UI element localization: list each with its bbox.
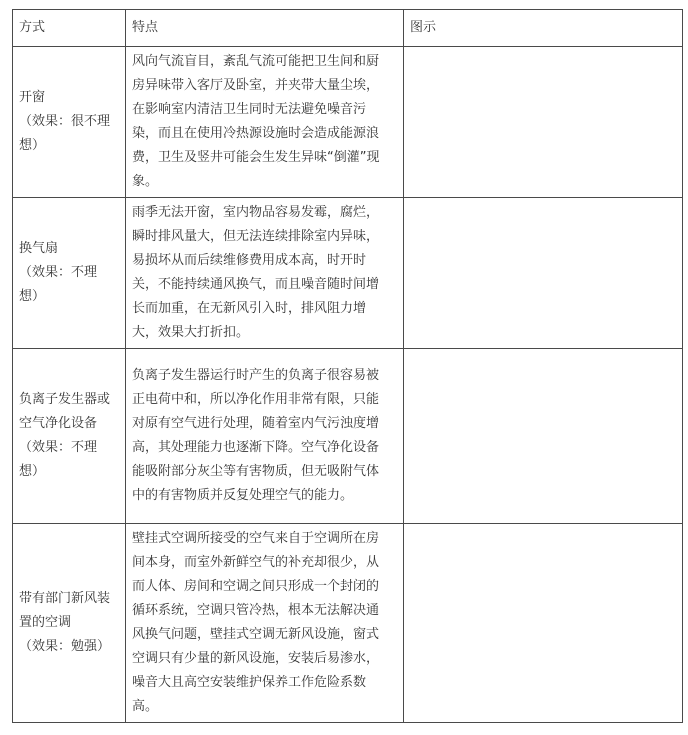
features-cell: 壁挂式空调所接受的空气来自于空调所在房间本身，而室外新鲜空气的补充却很少，从而人体、房间和空调之间只形成一个封闭的循环系统，空调只管冷热，根本无法解决通风换气问题，壁挂式空调无新风设施，窗式空调只有少量的新风设施，安装后易渗水，噪音大且高空安装维护保养工作危险系数高。 (126, 524, 404, 723)
header-features: 特点 (126, 10, 404, 47)
method-name: 换气扇 (19, 241, 59, 256)
method-cell (13, 47, 126, 198)
table-row (13, 47, 683, 198)
features-cell: 风向气流盲目，紊乱气流可能把卫生间和厨房异味带入客厅及卧室，并夹带大量尘埃，在影响室内清洁卫生同时无法避免噪音污染，而且在使用冷热源设施时会造成能源浪费，卫生及竖井可能会生发生异味“倒灌”现象。 (126, 47, 404, 198)
features-cell: 负离子发生器运行时产生的负离子很容易被正电荷中和，所以净化作用非常有限，只能对原有空气进行处理，随着室内气污浊度增高，其处理能力也逐渐下降。空气净化设备能吸附部分灰尘等有害物质，但无吸附气体中的有害物质并反复处理空气的能力。 (126, 349, 404, 524)
method-cell (13, 198, 126, 349)
method-name: 负离子发生器或空气净化设备 (19, 392, 111, 431)
table-row (13, 349, 683, 524)
illustration-cell (404, 524, 683, 723)
table-row (13, 198, 683, 349)
features-cell: 雨季无法开窗，室内物品容易发霉，腐烂，瞬时排风量大，但无法连续排除室内异味，易损坏从而后续维修费用成本高，时开时关，不能持续通风换气，而且噪音随时间增长而加重，在无新风引入时，排风阻力增大，效果大打折扣。 (126, 198, 404, 349)
method-effect: （效果：不理想） (19, 265, 98, 304)
method-name: 带有部门新风装置的空调 (19, 591, 111, 630)
comparison-table (12, 9, 683, 723)
method-cell (13, 524, 126, 723)
method-effect: （效果：不理想） (19, 440, 98, 479)
method-name: 开窗 (19, 90, 46, 105)
header-method: 方式 (13, 10, 126, 47)
method-effect: （效果：很不理想） (19, 114, 111, 153)
illustration-cell (404, 198, 683, 349)
illustration-cell (404, 349, 683, 524)
header-row (13, 10, 683, 47)
header-illustration: 图示 (404, 10, 683, 47)
illustration-cell (404, 47, 683, 198)
method-effect: （效果：勉强） (19, 639, 111, 654)
table-row (13, 524, 683, 723)
method-cell (13, 349, 126, 524)
